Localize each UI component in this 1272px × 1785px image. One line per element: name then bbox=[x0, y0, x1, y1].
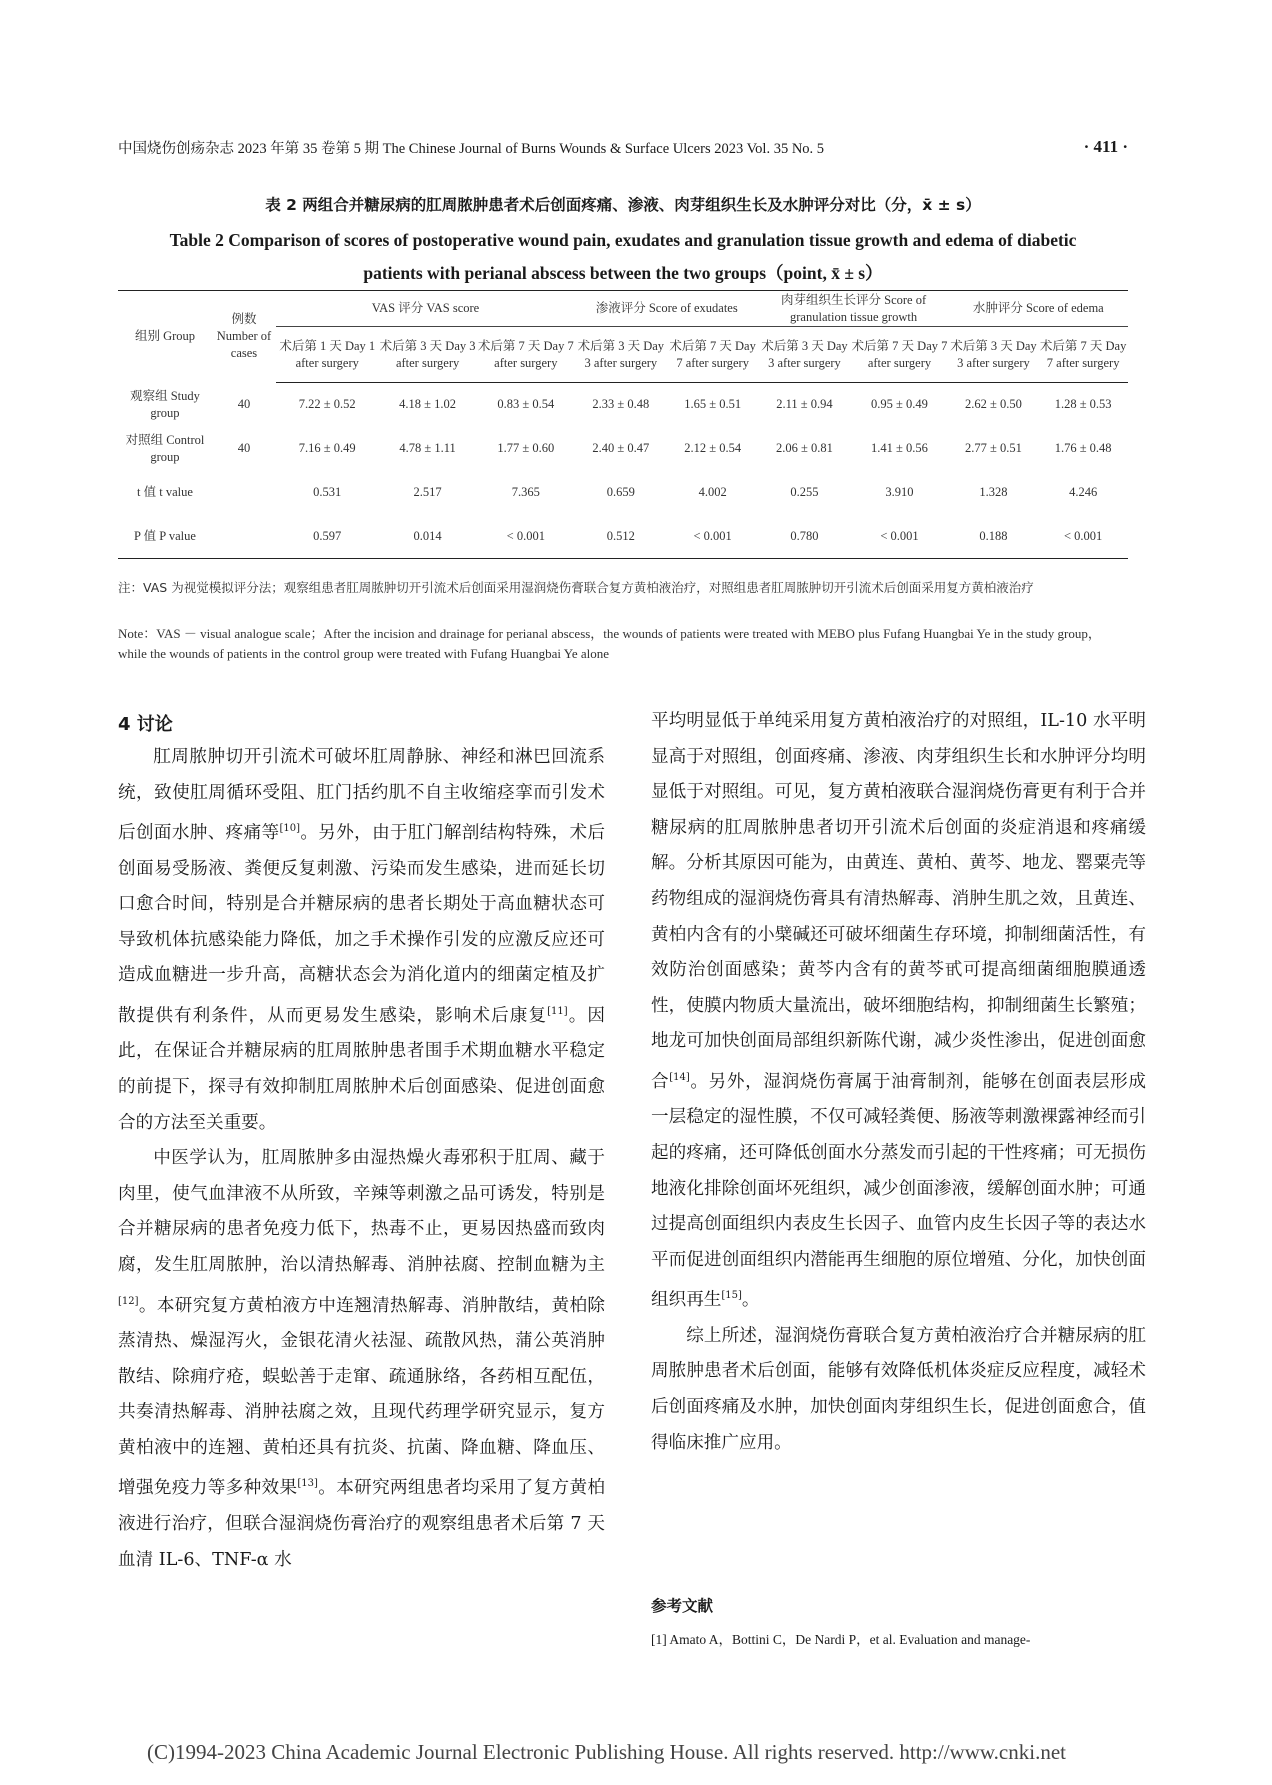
cell: 1.77 ± 0.60 bbox=[497, 441, 555, 455]
paragraph bbox=[118, 1141, 605, 1578]
edema-header: 水肿评分 Score of edema bbox=[949, 291, 1128, 327]
cell bbox=[212, 471, 276, 515]
text: 。另外，由于肛门解剖结构特殊，术后创面易受肠液、粪便反复刺激、污染而发生感染，进而延长切口愈合时间，特别是合并糖尿病的患者长期处于高血糖状态可导致机体抗感染能力降低，加之手术操作引发的应激反应还可造成血糖进一步升高，高糖状态会为消化道内的细菌定植及扩散提供有利条件，从而更易发生感染，影响术后康复 bbox=[118, 823, 605, 1026]
cell: 0.95 ± 0.49 bbox=[871, 397, 928, 412]
text: 肛周脓肿切开引流术可破坏肛周静脉、神经和淋巴回流系统，致使肛周循环受阻、肛门括约肌不自主收缩痉挛而引发术后创面水肿、疼痛等 bbox=[118, 747, 605, 844]
cell: 1.28 ± 0.53 bbox=[1054, 397, 1112, 412]
cell: 2.12 ± 0.54 bbox=[684, 441, 742, 455]
cell: 0.512 bbox=[575, 515, 667, 559]
reference-item: [1] Amato A，Bottini C，De Nardi P，et al. Evaluation and manage- bbox=[651, 1632, 1031, 1647]
exudate-header: 渗液评分 Score of exudates bbox=[575, 291, 759, 327]
row-label: P 值 P value bbox=[118, 515, 212, 559]
sub-header-d3: 术后第 3 天 Day 3 after surgery bbox=[759, 327, 851, 383]
row-label: t 值 t value bbox=[137, 485, 193, 499]
cell: 4.002 bbox=[698, 485, 727, 499]
vas-header: VAS 评分 VAS score bbox=[276, 291, 575, 327]
table-note-cn: 注：VAS 为视觉模拟评分法；观察组患者肛周脓肿切开引流术后创面采用湿润烧伤膏联合复方黄柏液治疗，对照组患者肛周脓肿切开引流术后创面采用复方黄柏液治疗 bbox=[118, 580, 1034, 595]
cell: 0.188 bbox=[949, 515, 1039, 559]
right-column bbox=[651, 704, 1146, 1461]
cell: 40 bbox=[237, 441, 251, 455]
text: 平均明显低于单纯采用复方黄柏液治疗的对照组，IL-10 水平明显高于对照组，创面疼痛、渗液、肉芽组织生长和水肿评分均明显低于对照组。可见，复方黄柏液联合湿润烧伤膏更有利于合并糖尿病的肛周脓肿患者切开引流术后创面的炎症消退和疼痛缓解。分析其原因可能为，由黄连、黄柏、黄芩、地龙、罂粟壳等药物组成的湿润烧伤膏具有清热解毒、消肿生肌之效，且黄连、黄柏内含有的小檗碱还可破坏细菌生存环境，抑制细菌活性，有效防治创面感染；黄芩内含有的黄芩甙可提高细菌细胞膜通透性，使膜内物质大量流出，破坏细胞结构，抑制细菌生长繁殖；地龙可加快创面局部组织新陈代谢，减少炎性渗出，促进创面愈合 bbox=[651, 711, 1146, 1092]
copyright-footer: (C)1994-2023 China Academic Journal Electronic Publishing House. All rights reserved. http://www.cnki.net bbox=[147, 1740, 1066, 1764]
cell: 3.910 bbox=[885, 485, 914, 499]
paragraph bbox=[651, 1319, 1146, 1461]
cell: 40 bbox=[237, 397, 251, 411]
cell: 7.365 bbox=[511, 485, 540, 499]
text: 。另外，湿润烧伤膏属于油膏制剂，能够在创面表层形成一层稳定的湿性膜，不仅可减轻粪便、肠液等刺激裸露神经而引起的疼痛，还可降低创面水分蒸发而引起的干性疼痛；可无损伤地液化排除创面坏死组织，减少创面渗液，缓解创面水肿；可通过提高创面组织内表皮生长因子、血管内皮生长因子等的表达水平而促进创面组织内潜能再生细胞的原位增殖、分化，加快创面组织再生 bbox=[651, 1071, 1146, 1311]
paragraph bbox=[118, 740, 605, 1141]
section-title: 4 讨论 bbox=[118, 714, 173, 735]
cell: 1.328 bbox=[979, 485, 1008, 499]
running-header bbox=[118, 137, 1128, 158]
sub-header-d7: 术后第 7 天 Day 7 after surgery bbox=[1038, 327, 1128, 383]
cell: < 0.001 bbox=[850, 515, 948, 559]
text: 。本研究复方黄柏液方中连翘清热解毒、消肿散结，黄柏除蒸清热、燥湿泻火，金银花清火祛湿、疏散风热，蒲公英消肿散结、除痈疗疮，蜈蚣善于走窜、疏通脉络，各药相互配伍，共奏清热解毒、消肿祛腐之效，且现代药理学研究显示，复方黄柏液中的连翘、黄柏还具有抗炎、抗菌、降血糖、降血压、增强免疫力等多种效果 bbox=[118, 1295, 605, 1499]
cell: 2.77 ± 0.51 bbox=[964, 441, 1022, 455]
sub-header-d7: 术后第 7 天 Day 7 after surgery bbox=[667, 327, 759, 383]
cell: 4.18 ± 1.02 bbox=[399, 397, 457, 412]
table-note-en: Note：VAS － visual analogue scale；After the incision and drainage for perianal abscess，the wounds of patients were treated with MEBO plus Fufang Huangbai Ye in the study group，while the wounds of patients in the control group were treated with Fufang Huangbai Ye alone bbox=[118, 626, 1101, 661]
citation: [13] bbox=[297, 1478, 318, 1490]
citation: [12] bbox=[118, 1295, 139, 1307]
granulation-header: 肉芽组织生长评分 Score of granulation tissue growth bbox=[759, 291, 949, 327]
cell: 1.65 ± 0.51 bbox=[684, 397, 742, 412]
text: 。 bbox=[741, 1290, 760, 1311]
text: 中医学认为，肛周脓肿多由湿热燥火毒邪积于肛周、藏于肉里，使气血津液不从所致，辛辣等刺激之品可诱发，特别是合并糖尿病的患者免疫力低下，热毒不止，更易因热盛而致肉腐，发生肛周脓肿，治以清热解毒、消肿祛腐、控制血糖为主 bbox=[118, 1148, 605, 1276]
row-label: 对照组 Control group bbox=[125, 432, 205, 464]
group-header: 组别 Group bbox=[118, 291, 212, 383]
cell: 2.11 ± 0.94 bbox=[776, 397, 833, 412]
cell: 2.62 ± 0.50 bbox=[964, 397, 1022, 412]
cell: < 0.001 bbox=[1038, 515, 1128, 559]
cell: 7.22 ± 0.52 bbox=[298, 397, 356, 412]
cell bbox=[212, 515, 276, 559]
citation: [15] bbox=[721, 1290, 742, 1302]
table-row bbox=[118, 471, 1128, 515]
page-number: · 411 · bbox=[1083, 137, 1128, 156]
cell: 1.41 ± 0.56 bbox=[871, 441, 928, 455]
text: 。本研究两组患者均采用了复方黄柏液进行治疗，但联合湿润烧伤膏治疗的观察组患者术后第 7 天血清 IL-6、TNF-α 水 bbox=[118, 1478, 605, 1570]
sub-header-d3: 术后第 3 天 Day 3 after surgery bbox=[575, 327, 667, 383]
cell: 7.16 ± 0.49 bbox=[298, 441, 356, 455]
comparison-table bbox=[118, 290, 1128, 559]
sub-header-d3: 术后第 3 天 Day 3 after surgery bbox=[378, 327, 476, 383]
cell: 0.780 bbox=[759, 515, 851, 559]
paragraph bbox=[651, 704, 1146, 1319]
cell: < 0.001 bbox=[477, 515, 575, 559]
sub-header-d3: 术后第 3 天 Day 3 after surgery bbox=[949, 327, 1039, 383]
references-title: 参考文献 bbox=[651, 1597, 714, 1615]
cell: 4.246 bbox=[1069, 485, 1098, 499]
cell: 2.40 ± 0.47 bbox=[592, 441, 650, 455]
cell: 2.06 ± 0.81 bbox=[776, 441, 833, 455]
text: 。因此，在保证合并糖尿病的肛周脓肿患者围手术期血糖水平稳定的前提下，探寻有效抑制肛周脓肿术后创面感染、促进创面愈合的方法至关重要。 bbox=[118, 1005, 605, 1133]
n-header: 例数 Number of cases bbox=[212, 291, 276, 383]
cell: 2.517 bbox=[413, 485, 442, 499]
citation: [11] bbox=[547, 1006, 568, 1018]
cell: 0.83 ± 0.54 bbox=[497, 397, 555, 412]
table-caption-cn: 表 2 两组合并糖尿病的肛周脓肿患者术后创面疼痛、渗液、肉芽组织生长及水肿评分对比（分，x̄ ± s） bbox=[265, 196, 981, 214]
citation: [10] bbox=[279, 823, 300, 835]
cell: 0.014 bbox=[378, 515, 476, 559]
cell: 0.597 bbox=[276, 515, 378, 559]
cell: 0.659 bbox=[606, 485, 635, 499]
running-title: 中国烧伤创疡杂志 2023 年第 35 卷第 5 期 The Chinese Journal of Burns Wounds & Surface Ulcers 2023 Vol. 35 No. 5 bbox=[118, 141, 825, 157]
citation: [14] bbox=[669, 1071, 690, 1083]
sub-header-d7: 术后第 7 天 Day 7 after surgery bbox=[850, 327, 948, 383]
cell: 0.531 bbox=[313, 485, 342, 499]
cell: 0.255 bbox=[790, 485, 819, 499]
sub-header-d7: 术后第 7 天 Day 7 after surgery bbox=[477, 327, 575, 383]
sub-header-d1: 术后第 1 天 Day 1 after surgery bbox=[276, 327, 378, 383]
left-column bbox=[118, 740, 605, 1578]
cell: < 0.001 bbox=[667, 515, 759, 559]
text: 综上所述，湿润烧伤膏联合复方黄柏液治疗合并糖尿病的肛周脓肿患者术后创面，能够有效降低机体炎症反应程度，减轻术后创面疼痛及水肿，加快创面肉芽组织生长，促进创面愈合，值得临床推广应用。 bbox=[651, 1325, 1146, 1453]
row-label: 观察组 Study group bbox=[130, 388, 200, 420]
cell: 4.78 ± 1.11 bbox=[399, 441, 456, 455]
cell: 2.33 ± 0.48 bbox=[592, 397, 650, 412]
table-row bbox=[118, 515, 1128, 559]
table-row bbox=[118, 383, 1128, 427]
table-row bbox=[118, 427, 1128, 471]
table-caption-en: Table 2 Comparison of scores of postoperative wound pain, exudates and granulation tissue growth and edema of diabetic patients with perianal abscess between the two groups（point, x̄ ± s） bbox=[169, 230, 1077, 283]
cell: 1.76 ± 0.48 bbox=[1054, 441, 1112, 455]
